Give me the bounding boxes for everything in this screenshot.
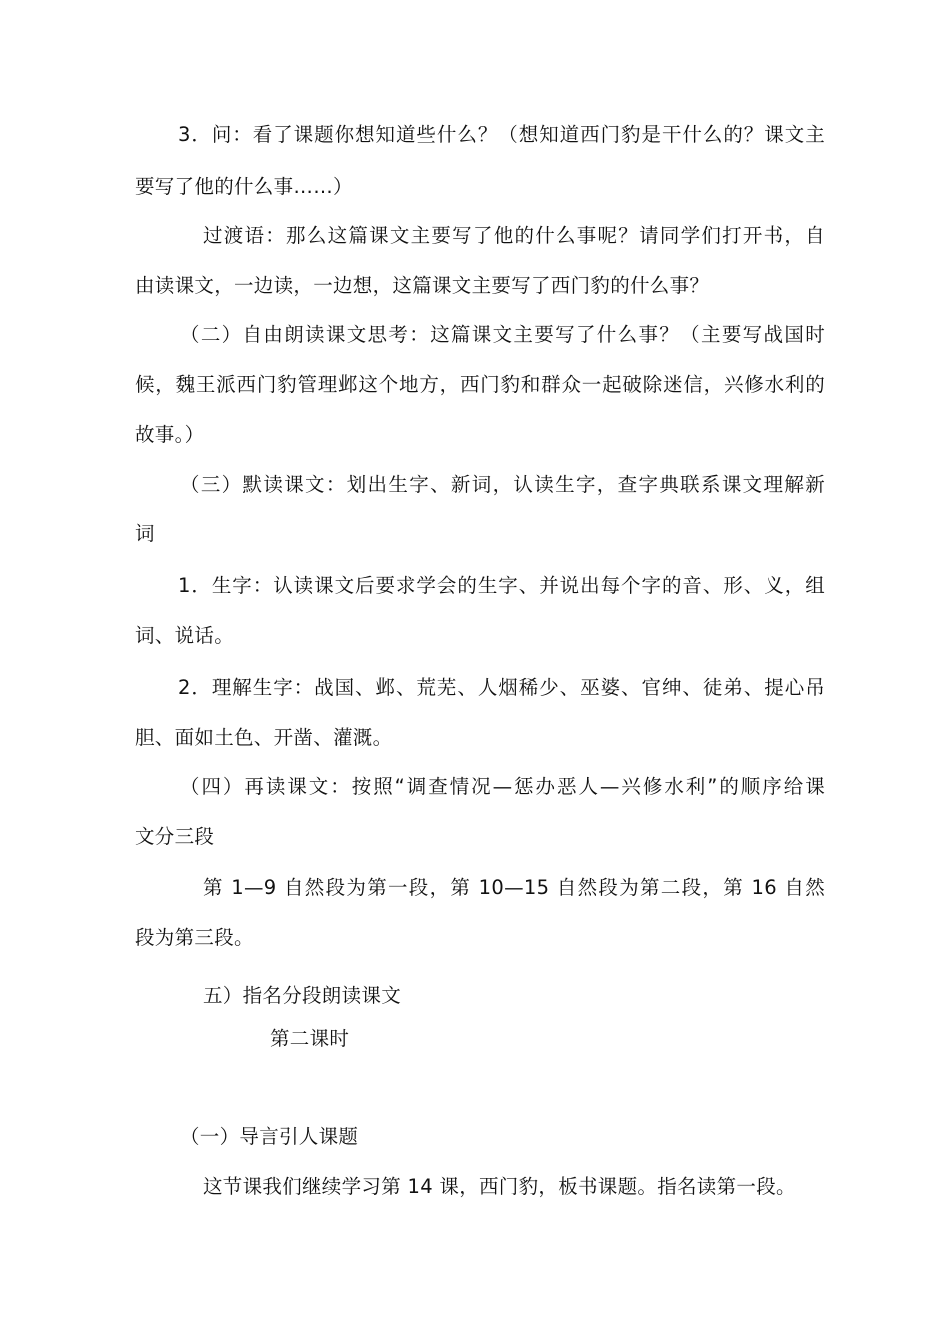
paragraph-line-5: （二）自由朗读课文思考：这篇课文主要写了什么事？（主要写战国时 — [180, 323, 825, 346]
paragraph-line-9: 词 — [135, 522, 155, 545]
paragraph-line-14: （四）再读课文：按照“调查情况—惩办恶人—兴修水利”的顺序给课 — [180, 775, 825, 798]
paragraph-line-8: （三）默读课文：划出生字、新词，认读生字，查字典联系课文理解新 — [180, 473, 825, 496]
paragraph-line-7: 故事。） — [135, 423, 205, 446]
section-heading-1: （一）导言引人课题 — [180, 1125, 359, 1148]
paragraph-line-16: 第 1—9 自然段为第一段，第 10—15 自然段为第二段，第 16 自然 — [203, 876, 825, 899]
paragraph-line-1: 3．问：看了课题你想知道些什么？（想知道西门豹是干什么的？课文主 — [178, 123, 825, 146]
paragraph-line-10: 1．生字：认读课文后要求学会的生字、并说出每个字的音、形、义，组 — [178, 574, 825, 597]
paragraph-line-3: 过渡语：那么这篇课文主要写了他的什么事呢？请同学们打开书，自 — [203, 224, 825, 247]
paragraph-line-2: 要写了他的什么事……） — [135, 175, 353, 198]
paragraph-line-4: 由读课文，一边读，一边想，这篇课文主要写了西门豹的什么事？ — [135, 274, 710, 297]
paragraph-line-17: 段为第三段。 — [135, 926, 254, 949]
paragraph-line-final: 这节课我们继续学习第 14 课，西门豹，板书课题。指名读第一段。 — [203, 1175, 796, 1198]
paragraph-line-6: 候，魏王派西门豹管理邺这个地方，西门豹和群众一起破除迷信，兴修水利的 — [135, 373, 825, 396]
paragraph-line-11: 词、说话。 — [135, 624, 235, 647]
section-heading-5: 五）指名分段朗读课文 — [203, 984, 402, 1007]
lesson-heading: 第二课时 — [270, 1027, 350, 1050]
paragraph-line-15: 文分三段 — [135, 825, 215, 848]
paragraph-line-12: 2．理解生字：战国、邺、荒芜、人烟稀少、巫婆、官绅、徒弟、提心吊 — [178, 676, 825, 699]
paragraph-line-13: 胆、面如土色、开凿、灌溉。 — [135, 726, 393, 749]
